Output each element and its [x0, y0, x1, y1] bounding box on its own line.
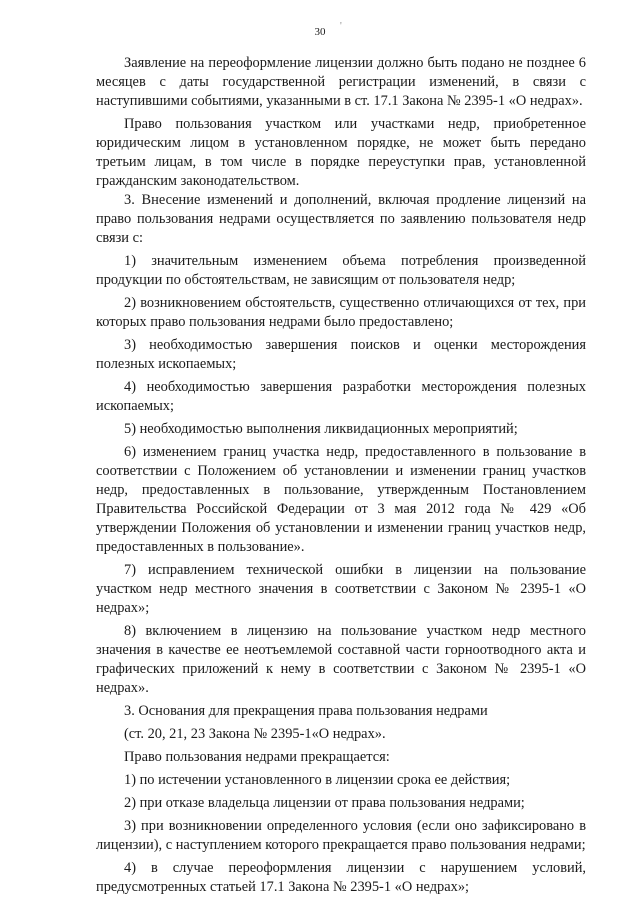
list-item: 2) возникновением обстоятельств, существенно отличающихся от тех, при которых право пользования недрами было предоставлено;	[96, 295, 586, 330]
paragraph: 3. Внесение изменений и дополнений, включая продление лицензий на право пользования недрами осуществляется по заявлению пользователя недр связи с:	[96, 192, 586, 246]
list-item: 6) изменением границ участка недр, предоставленного в пользование в соответствии с Положением об установлении и изменении границ участков недр, предоставленных в пользование, утвержденным Постановлением Правительства Российской Федерации от 3 мая 2012 года № 429 «Об утверждении Положения об установлении и изменении границ участков недр, предоставленных в пользование».	[96, 444, 586, 555]
list-item: 4) в случае переоформления лицензии с нарушением условий, предусмотренных статьей 17.1 Закона № 2395-1 «О недрах»;	[96, 860, 586, 895]
section-heading: 3. Основания для прекращения права пользования недрами	[124, 703, 488, 719]
list-item: 3) необходимостью завершения поисков и оценки месторождения полезных ископаемых;	[96, 337, 586, 372]
list-item: 3) при возникновении определенного условия (если оно зафиксировано в лицензии), с наступлением которого прекращается право пользования недрами;	[96, 818, 586, 853]
list-item: 7) исправлением технической ошибки в лицензии на пользование участком недр местного значения в соответствии с Законом № 2395-1 «О недрах»;	[96, 562, 586, 616]
list-item: 1) значительным изменением объема потребления произведенной продукции по обстоятельствам, не зависящим от пользователя недр;	[96, 253, 586, 288]
paragraph: (ст. 20, 21, 23 Закона № 2395-1«О недрах».	[124, 726, 386, 742]
page-mark: '	[340, 21, 342, 32]
paragraph: Право пользования участком или участками недр, приобретенное юридическим лицом в установленном порядке, не может быть передано третьим лицам, в том числе в порядке переуступки прав, установленной гражданским законодательством.	[96, 116, 586, 189]
list-item: 2) при отказе владельца лицензии от права пользования недрами;	[124, 795, 525, 811]
list-item: 1) по истечении установленного в лицензии срока ее действия;	[124, 772, 511, 788]
list-item: 4) необходимостью завершения разработки месторождения полезных ископаемых;	[96, 379, 586, 414]
list-item: 5) необходимостью выполнения ликвидационных мероприятий;	[124, 421, 518, 437]
list-item: 8) включением в лицензию на пользование участком недр местного значения в качестве ее неотъемлемой составной части горноотводного акта и графических приложений к нему в соответствии с Законом № 2395-1 «О недрах».	[96, 623, 586, 696]
paragraph: Право пользования недрами прекращается:	[124, 749, 390, 765]
document-body	[96, 54, 586, 897]
paragraph: Заявление на переоформление лицензии должно быть подано не позднее 6 месяцев с даты государственной регистрации изменений, в связи с наступившими событиями, указанными в ст. 17.1 Закона № 2395-1 «О недрах».	[96, 55, 586, 109]
page-number: 30	[314, 26, 326, 38]
